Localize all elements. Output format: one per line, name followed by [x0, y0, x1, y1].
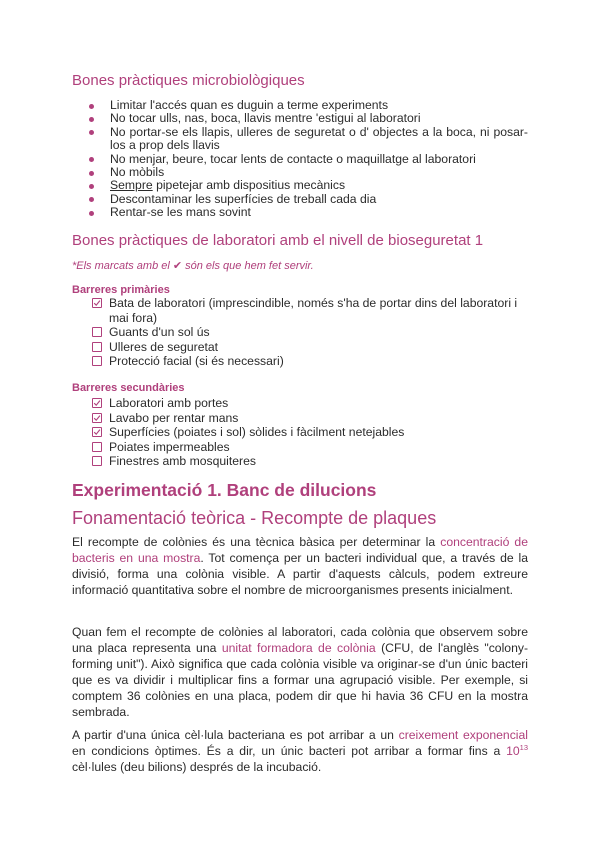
power-of-ten: [506, 744, 528, 758]
experiment-title: Experimentació 1. Banc de dilucions: [72, 480, 377, 500]
checklist-item: [72, 396, 528, 411]
primary-barriers-list: [72, 296, 528, 369]
section-subtitle: Fonamentació teòrica - Recompte de plaques: [72, 508, 437, 528]
checkbox-empty-icon: [92, 342, 102, 352]
checkbox-empty-icon: [92, 327, 102, 337]
list-item: No tocar ulls, nas, boca, llavis mentre 'estigui al laboratori: [72, 112, 528, 125]
list-item: [72, 179, 528, 192]
checklist-item: [72, 354, 528, 369]
checkmark-note: *Els marcats amb el ✔ són els que hem fet servir.: [72, 260, 314, 272]
biosafety-heading: Bones pràctiques de laboratori amb el nivell de bioseguretat 1: [72, 232, 484, 249]
highlight-concentration: concentració de bacteris en una mostra: [72, 535, 528, 565]
checklist-item: [72, 454, 528, 469]
checklist-item: [72, 411, 528, 426]
checklist-label: Finestres amb mosquiteres: [109, 454, 256, 469]
checklist-label: Laboratori amb portes: [109, 396, 229, 410]
text-run: El recompte de colònies és una tècnica bàsica per determinar la: [72, 535, 441, 549]
power-exponent: 13: [519, 742, 528, 752]
checklist-item: [72, 340, 528, 355]
list-item: No portar-se els llapis, ulleres de seguretat o d' objectes a la boca, ni posar-los a prop dels llavis: [72, 126, 528, 153]
text-run: A partir d'una única cèl·lula bacteriana es pot arribar a un: [72, 728, 399, 742]
list-item: Limitar l'accés quan es duguin a terme experiments: [72, 99, 528, 112]
list-item: No menjar, beure, tocar lents de contacte o maquillatge al laboratori: [72, 153, 528, 166]
text-run: . Tot comença per un bacteri individual que, a través de la divisió, forma una colònia visible. A partir d'aquests càlculs, podem extreure informació quantitativa sobre el nombre de microorganismes presents inicialment.: [72, 551, 528, 597]
text-run: cèl·lules (deu bilions) després de la incubació.: [72, 760, 322, 774]
checklist-item: [72, 296, 528, 325]
underlined-word: Sempre: [110, 178, 153, 193]
paragraph-exponential-growth: [72, 727, 528, 775]
secondary-barriers-heading: Barreres secundàries: [72, 382, 185, 394]
text-run: (CFU, de l'anglès "colony-forming unit"). Això significa que cada colònia visible va originar-se d'un únic bacteri que es va dividir i multiplicar fins a formar una agrupació visible. Per exemple, si comptem 36 colònies en una placa, podem dir que hi havia 36 CFU en la mostra sembrada.: [72, 641, 528, 719]
list-item: No mòbils: [72, 166, 528, 179]
checklist-label: Guants d'un sol ús: [109, 325, 210, 340]
text-run: en condicions òptimes. És a dir, un únic bacteri pot arribar a formar fins a: [72, 744, 507, 758]
checklist-label: Ulleres de seguretat: [109, 339, 219, 354]
checkbox-empty-icon: [92, 442, 102, 452]
checkbox-checked-icon: [92, 298, 102, 308]
power-base: 10: [506, 744, 520, 758]
paragraph-colony-count: [72, 534, 528, 598]
checklist-item: [72, 440, 528, 455]
checklist-label: Poiates impermeables: [109, 439, 230, 454]
checklist-item: [72, 425, 528, 440]
checkbox-checked-icon: [92, 398, 102, 408]
checkbox-checked-icon: [92, 427, 102, 437]
checkbox-empty-icon: [92, 356, 102, 366]
checklist-label: Bata de laboratori (imprescindible, només s'ha de portar dins del laboratori i mai fora): [109, 296, 518, 325]
primary-barriers-heading: Barreres primàries: [72, 284, 170, 296]
list-item-text: pipetejar amb dispositius mecànics: [152, 178, 346, 193]
checklist-label: Protecció facial (si és necessari): [109, 354, 284, 369]
checkbox-checked-icon: [92, 413, 102, 423]
highlight-exponential: creixement exponencial: [398, 728, 528, 742]
list-item: Rentar-se les mans sovint: [72, 206, 528, 219]
microbio-practices-list: [72, 99, 528, 220]
checklist-item: [72, 325, 528, 340]
text-run: Quan fem el recompte de colònies al laboratori, cada colònia que observem sobre una placa representa una: [72, 625, 528, 655]
checklist-label: Lavabo per rentar mans: [109, 410, 239, 425]
paragraph-cfu: [72, 624, 528, 720]
checkbox-empty-icon: [92, 456, 102, 466]
highlight-cfu: unitat formadora de colònia: [221, 641, 376, 655]
checklist-label: Superfícies (poiates i sol) sòlides i fàcilment netejables: [109, 425, 405, 440]
microbio-practices-heading: Bones pràctiques microbiològiques: [72, 72, 305, 89]
list-item: Descontaminar les superfícies de treball cada dia: [72, 193, 528, 206]
secondary-barriers-list: [72, 396, 528, 469]
